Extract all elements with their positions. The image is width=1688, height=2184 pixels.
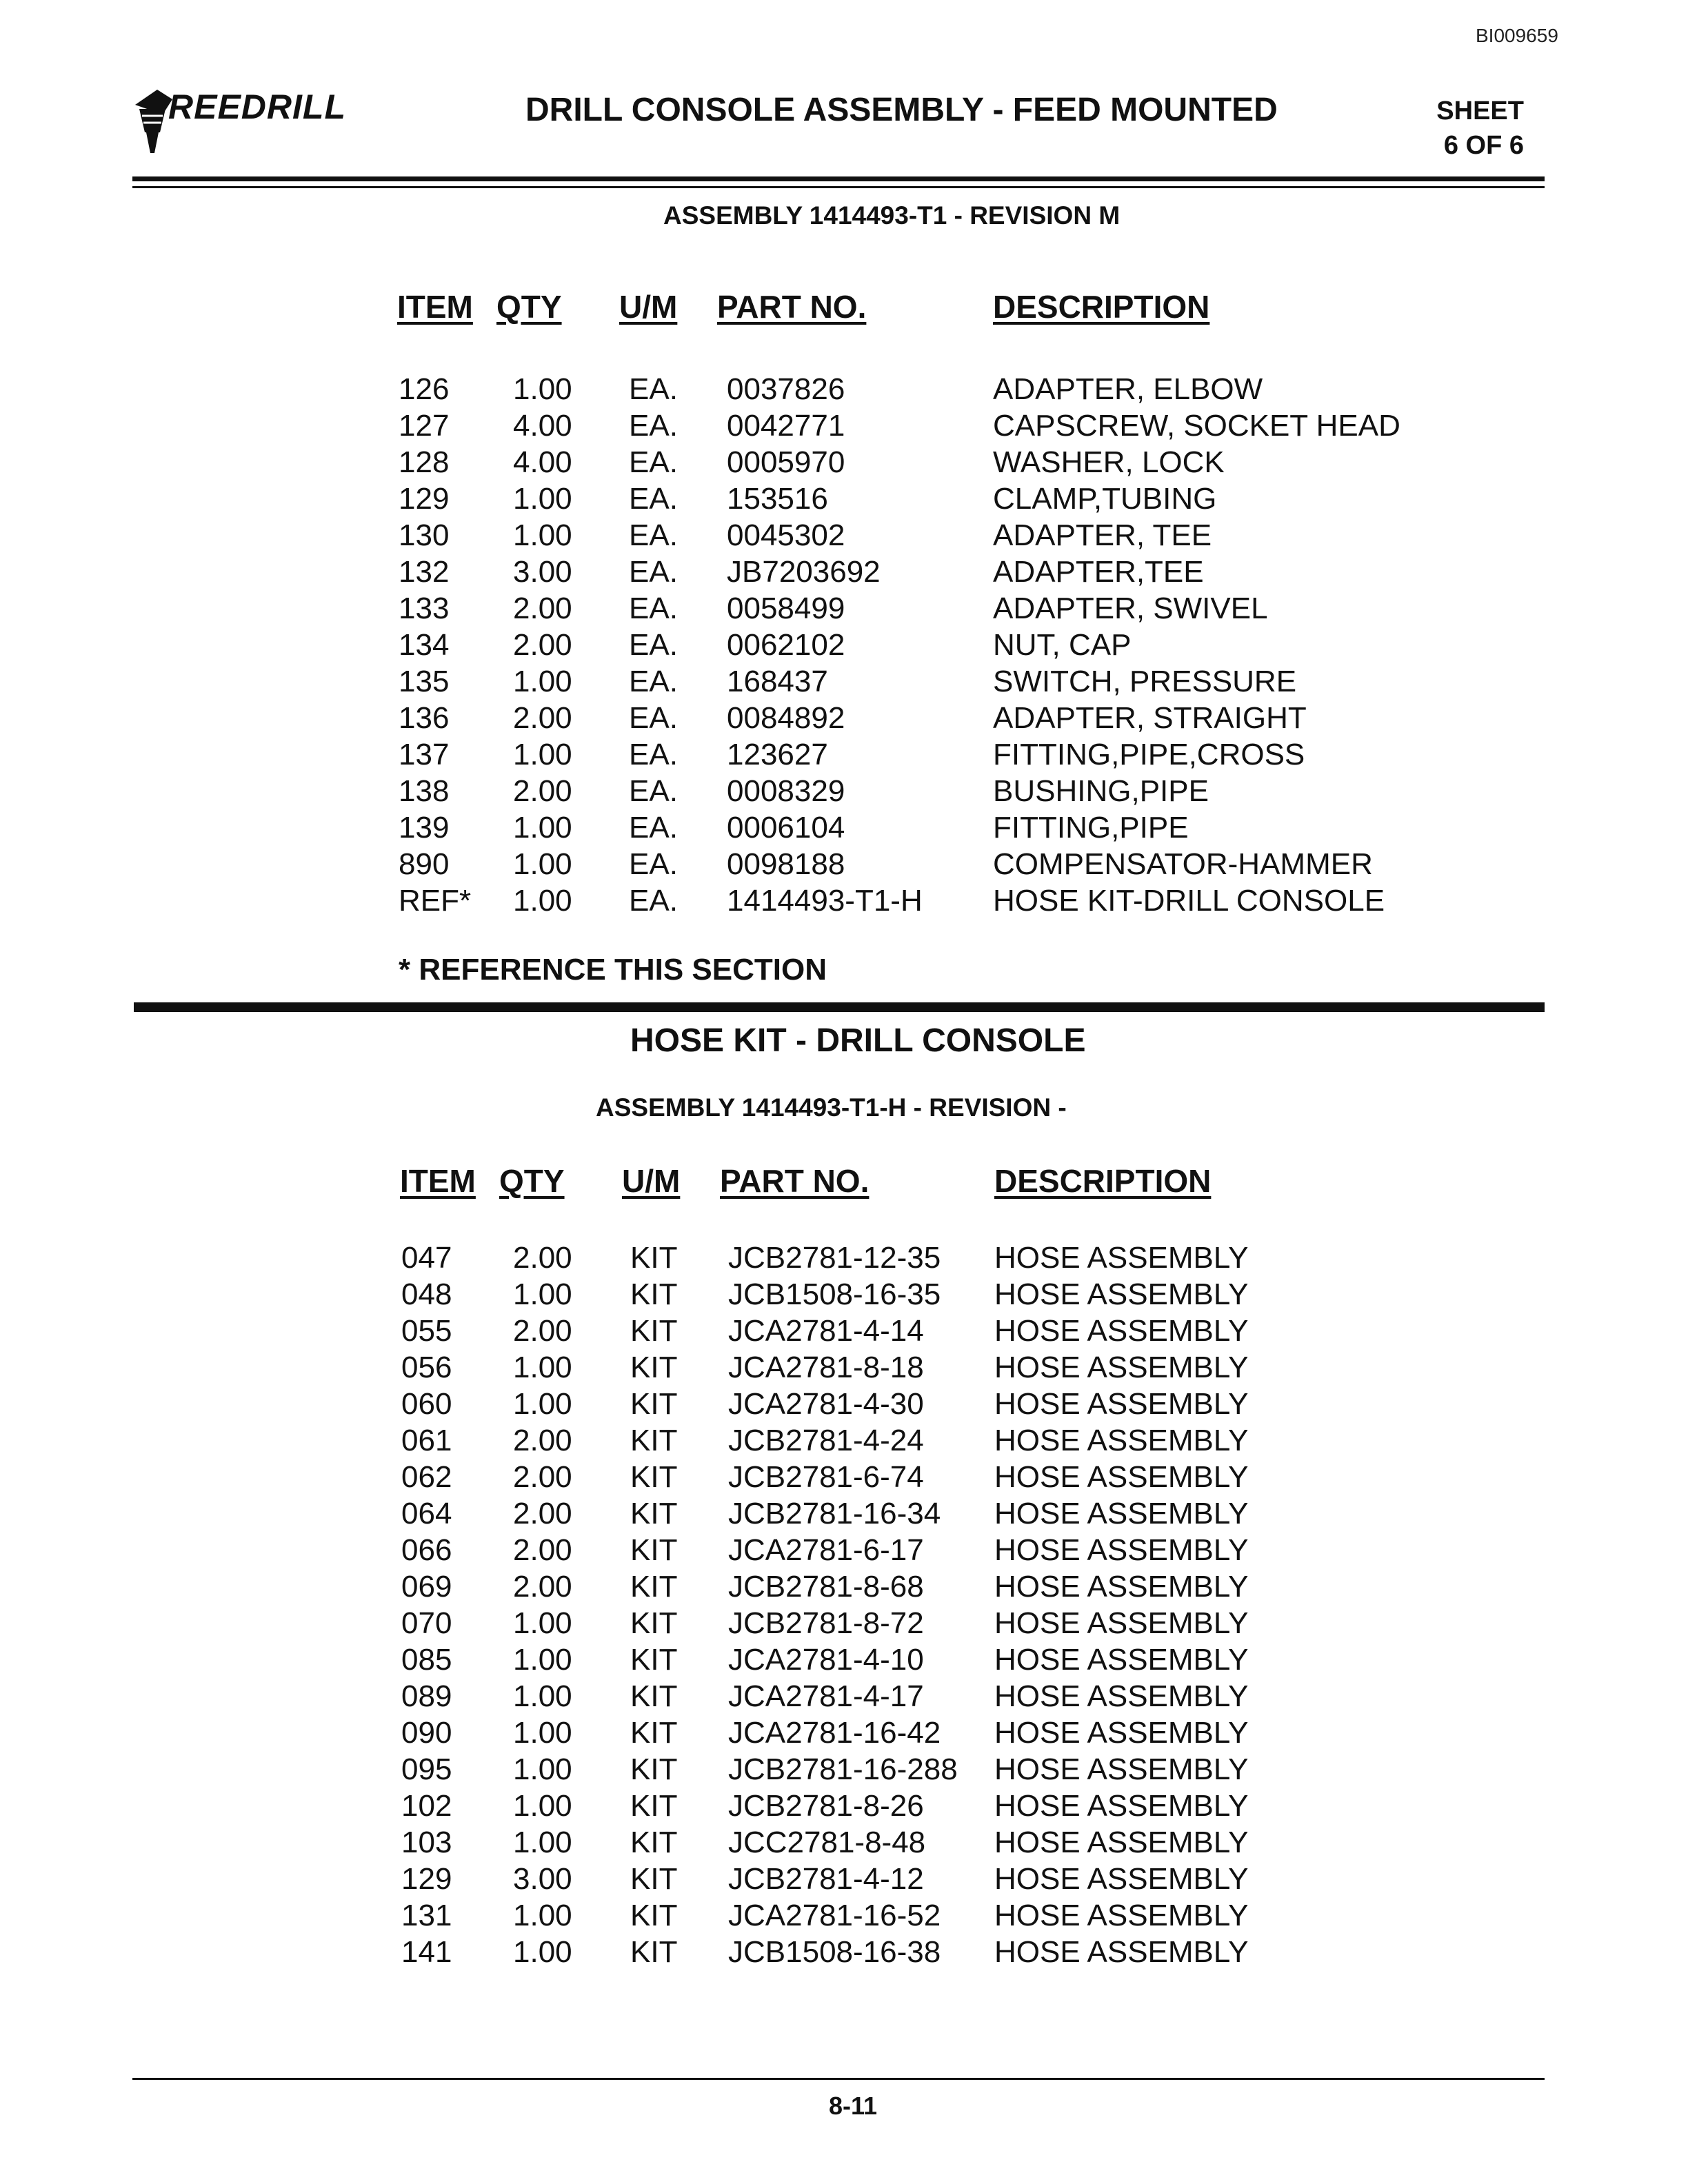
um-cell: EA. xyxy=(629,847,678,881)
qty-cell: 1.00 xyxy=(513,665,572,698)
description-cell: HOSE ASSEMBLY xyxy=(994,1424,1249,1457)
description-cell: HOSE ASSEMBLY xyxy=(994,1241,1249,1275)
item-cell: 085 xyxy=(401,1643,452,1677)
um-cell: EA. xyxy=(629,372,678,406)
description-cell: HOSE KIT-DRILL CONSOLE xyxy=(993,884,1385,918)
description-cell: HOSE ASSEMBLY xyxy=(994,1643,1249,1677)
description-cell: CAPSCREW, SOCKET HEAD xyxy=(993,409,1400,443)
um-cell: KIT xyxy=(630,1826,678,1859)
column-header-qty: QTY xyxy=(499,1163,565,1199)
table-row xyxy=(0,847,1688,884)
item-cell: 069 xyxy=(401,1570,452,1604)
description-cell: ADAPTER, SWIVEL xyxy=(993,592,1268,625)
um-cell: KIT xyxy=(630,1314,678,1348)
um-cell: EA. xyxy=(629,665,678,698)
sheet-value: 6 OF 6 xyxy=(1443,131,1524,160)
section-title: HOSE KIT - DRILL CONSOLE xyxy=(630,1022,1086,1059)
um-cell: KIT xyxy=(630,1497,678,1530)
reference-note: * REFERENCE THIS SECTION xyxy=(399,953,827,987)
page-number: 8-11 xyxy=(829,2092,878,2120)
qty-cell: 1.00 xyxy=(513,811,572,845)
item-cell: 128 xyxy=(399,445,450,479)
description-cell: HOSE ASSEMBLY xyxy=(994,1533,1249,1567)
table-row xyxy=(0,1643,1688,1679)
table-row xyxy=(0,1241,1688,1277)
um-cell: EA. xyxy=(629,811,678,845)
item-cell: 129 xyxy=(401,1862,452,1896)
item-cell: REF* xyxy=(399,884,472,918)
part-number-cell: 0062102 xyxy=(727,628,845,662)
part-number-cell: 1414493-T1-H xyxy=(727,884,923,918)
um-cell: EA. xyxy=(629,884,678,918)
qty-cell: 2.00 xyxy=(513,1314,572,1348)
item-cell: 060 xyxy=(401,1387,452,1421)
item-cell: 102 xyxy=(401,1789,452,1823)
table-row xyxy=(0,1533,1688,1570)
table-row xyxy=(0,701,1688,738)
um-cell: KIT xyxy=(630,1570,678,1604)
item-cell: 055 xyxy=(401,1314,452,1348)
part-number-cell: 0005970 xyxy=(727,445,845,479)
um-cell: EA. xyxy=(629,409,678,443)
um-cell: KIT xyxy=(630,1606,678,1640)
table-row xyxy=(0,884,1688,920)
qty-cell: 1.00 xyxy=(513,1606,572,1640)
table-row xyxy=(0,1789,1688,1826)
qty-cell: 1.00 xyxy=(513,1716,572,1750)
document-id: BI009659 xyxy=(1476,25,1558,46)
table-header xyxy=(0,288,1688,330)
description-cell: HOSE ASSEMBLY xyxy=(994,1387,1249,1421)
description-cell: HOSE ASSEMBLY xyxy=(994,1314,1249,1348)
um-cell: KIT xyxy=(630,1643,678,1677)
item-cell: 062 xyxy=(401,1460,452,1494)
um-cell: EA. xyxy=(629,738,678,771)
part-number-cell: 0042771 xyxy=(727,409,845,443)
table-row xyxy=(0,1424,1688,1460)
um-cell: KIT xyxy=(630,1387,678,1421)
qty-cell: 2.00 xyxy=(513,1424,572,1457)
reedrill-logo xyxy=(130,84,364,160)
description-cell: WASHER, LOCK xyxy=(993,445,1225,479)
table-row xyxy=(0,1899,1688,1935)
column-header-um: U/M xyxy=(622,1163,681,1199)
table-row xyxy=(0,409,1688,445)
item-cell: 130 xyxy=(399,518,450,552)
item-cell: 064 xyxy=(401,1497,452,1530)
item-cell: 136 xyxy=(399,701,450,735)
qty-cell: 1.00 xyxy=(513,847,572,881)
description-cell: HOSE ASSEMBLY xyxy=(994,1606,1249,1640)
part-number-cell: JCB1508-16-38 xyxy=(728,1935,941,1969)
qty-cell: 1.00 xyxy=(513,1387,572,1421)
qty-cell: 1.00 xyxy=(513,1679,572,1713)
table-row xyxy=(0,1314,1688,1351)
table-row xyxy=(0,1752,1688,1789)
part-number-cell: JCB2781-4-24 xyxy=(728,1424,924,1457)
table-row xyxy=(0,555,1688,592)
item-cell: 048 xyxy=(401,1277,452,1311)
table-row xyxy=(0,1277,1688,1314)
description-cell: HOSE ASSEMBLY xyxy=(994,1789,1249,1823)
part-number-cell: JCB2781-6-74 xyxy=(728,1460,924,1494)
qty-cell: 3.00 xyxy=(513,1862,572,1896)
table-row xyxy=(0,1935,1688,1972)
table-header xyxy=(0,1162,1688,1204)
description-cell: ADAPTER,TEE xyxy=(993,555,1204,589)
header-divider-thick xyxy=(132,176,1545,181)
assembly-title: ASSEMBLY 1414493-T1 - REVISION M xyxy=(663,201,1121,230)
sheet-label: SHEET xyxy=(1436,97,1524,125)
part-number-cell: 0084892 xyxy=(727,701,845,735)
table-row xyxy=(0,1351,1688,1387)
um-cell: EA. xyxy=(629,628,678,662)
table-row xyxy=(0,811,1688,847)
table-row xyxy=(0,1679,1688,1716)
item-cell: 132 xyxy=(399,555,450,589)
item-cell: 129 xyxy=(399,482,450,516)
um-cell: EA. xyxy=(629,482,678,516)
part-number-cell: JCB2781-8-72 xyxy=(728,1606,924,1640)
qty-cell: 2.00 xyxy=(513,774,572,808)
description-cell: NUT, CAP xyxy=(993,628,1132,662)
part-number-cell: 0045302 xyxy=(727,518,845,552)
description-cell: HOSE ASSEMBLY xyxy=(994,1497,1249,1530)
um-cell: EA. xyxy=(629,518,678,552)
qty-cell: 1.00 xyxy=(513,1899,572,1932)
table-row xyxy=(0,1387,1688,1424)
item-cell: 131 xyxy=(401,1899,452,1932)
description-cell: HOSE ASSEMBLY xyxy=(994,1752,1249,1786)
table-row xyxy=(0,445,1688,482)
part-number-cell: JCB2781-12-35 xyxy=(728,1241,941,1275)
part-number-cell: JCA2781-16-42 xyxy=(728,1716,941,1750)
page-title: DRILL CONSOLE ASSEMBLY - FEED MOUNTED xyxy=(525,92,1278,128)
qty-cell: 1.00 xyxy=(513,1789,572,1823)
um-cell: EA. xyxy=(629,774,678,808)
item-cell: 127 xyxy=(399,409,450,443)
table-row xyxy=(0,518,1688,555)
um-cell: KIT xyxy=(630,1533,678,1567)
description-cell: FITTING,PIPE,CROSS xyxy=(993,738,1305,771)
table-row xyxy=(0,1460,1688,1497)
description-cell: HOSE ASSEMBLY xyxy=(994,1935,1249,1969)
um-cell: KIT xyxy=(630,1351,678,1384)
part-number-cell: JCA2781-4-10 xyxy=(728,1643,924,1677)
part-number-cell: JCA2781-4-14 xyxy=(728,1314,924,1348)
table-row xyxy=(0,372,1688,409)
qty-cell: 3.00 xyxy=(513,555,572,589)
qty-cell: 1.00 xyxy=(513,1935,572,1969)
qty-cell: 1.00 xyxy=(513,1826,572,1859)
item-cell: 126 xyxy=(399,372,450,406)
description-cell: HOSE ASSEMBLY xyxy=(994,1716,1249,1750)
item-cell: 070 xyxy=(401,1606,452,1640)
table-row xyxy=(0,1716,1688,1752)
um-cell: KIT xyxy=(630,1935,678,1969)
description-cell: ADAPTER, TEE xyxy=(993,518,1212,552)
part-number-cell: JCB2781-8-26 xyxy=(728,1789,924,1823)
qty-cell: 2.00 xyxy=(513,1533,572,1567)
table-row xyxy=(0,665,1688,701)
description-cell: HOSE ASSEMBLY xyxy=(994,1899,1249,1932)
description-cell: BUSHING,PIPE xyxy=(993,774,1209,808)
qty-cell: 4.00 xyxy=(513,445,572,479)
part-number-cell: JCA2781-16-52 xyxy=(728,1899,941,1932)
description-cell: CLAMP,TUBING xyxy=(993,482,1217,516)
qty-cell: 1.00 xyxy=(513,1351,572,1384)
item-cell: 137 xyxy=(399,738,450,771)
um-cell: KIT xyxy=(630,1241,678,1275)
qty-cell: 2.00 xyxy=(513,628,572,662)
column-header-description: DESCRIPTION xyxy=(993,289,1210,325)
description-cell: COMPENSATOR-HAMMER xyxy=(993,847,1373,881)
description-cell: HOSE ASSEMBLY xyxy=(994,1826,1249,1859)
qty-cell: 1.00 xyxy=(513,1752,572,1786)
item-cell: 139 xyxy=(399,811,450,845)
hose-kit-table xyxy=(0,1241,1688,1972)
description-cell: ADAPTER, ELBOW xyxy=(993,372,1263,406)
item-cell: 138 xyxy=(399,774,450,808)
description-cell: FITTING,PIPE xyxy=(993,811,1189,845)
um-cell: KIT xyxy=(630,1460,678,1494)
um-cell: KIT xyxy=(630,1862,678,1896)
item-cell: 061 xyxy=(401,1424,452,1457)
item-cell: 056 xyxy=(401,1351,452,1384)
table-row xyxy=(0,1570,1688,1606)
table-row xyxy=(0,774,1688,811)
item-cell: 134 xyxy=(399,628,450,662)
item-cell: 095 xyxy=(401,1752,452,1786)
item-cell: 047 xyxy=(401,1241,452,1275)
um-cell: EA. xyxy=(629,555,678,589)
part-number-cell: JCA2781-4-30 xyxy=(728,1387,924,1421)
part-number-cell: JCB2781-4-12 xyxy=(728,1862,924,1896)
um-cell: KIT xyxy=(630,1752,678,1786)
table-row xyxy=(0,482,1688,518)
table-row xyxy=(0,592,1688,628)
part-number-cell: JCA2781-6-17 xyxy=(728,1533,924,1567)
description-cell: ADAPTER, STRAIGHT xyxy=(993,701,1307,735)
table-row xyxy=(0,1606,1688,1643)
header-divider-thin xyxy=(132,186,1545,188)
table-row xyxy=(0,1862,1688,1899)
section-divider xyxy=(134,1002,1545,1012)
qty-cell: 1.00 xyxy=(513,372,572,406)
item-cell: 103 xyxy=(401,1826,452,1859)
description-cell: HOSE ASSEMBLY xyxy=(994,1351,1249,1384)
qty-cell: 1.00 xyxy=(513,1277,572,1311)
um-cell: EA. xyxy=(629,701,678,735)
part-number-cell: JCB2781-16-288 xyxy=(728,1752,958,1786)
table-row xyxy=(0,1497,1688,1533)
column-header-qty: QTY xyxy=(496,289,562,325)
qty-cell: 2.00 xyxy=(513,592,572,625)
qty-cell: 1.00 xyxy=(513,518,572,552)
assembly-title: ASSEMBLY 1414493-T1-H - REVISION - xyxy=(596,1093,1067,1122)
qty-cell: 2.00 xyxy=(513,1570,572,1604)
um-cell: KIT xyxy=(630,1716,678,1750)
um-cell: EA. xyxy=(629,445,678,479)
column-header-part-no: PART NO. xyxy=(720,1163,870,1199)
part-number-cell: 0098188 xyxy=(727,847,845,881)
part-number-cell: JCB2781-8-68 xyxy=(728,1570,924,1604)
description-cell: SWITCH, PRESSURE xyxy=(993,665,1297,698)
logo-text: REEDRILL xyxy=(168,88,346,126)
part-number-cell: 0058499 xyxy=(727,592,845,625)
part-number-cell: JB7203692 xyxy=(727,555,881,589)
item-cell: 890 xyxy=(399,847,450,881)
column-header-item: ITEM xyxy=(397,289,473,325)
part-number-cell: JCB1508-16-35 xyxy=(728,1277,941,1311)
column-header-um: U/M xyxy=(619,289,678,325)
part-number-cell: 0008329 xyxy=(727,774,845,808)
qty-cell: 1.00 xyxy=(513,738,572,771)
part-number-cell: JCC2781-8-48 xyxy=(728,1826,926,1859)
item-cell: 141 xyxy=(401,1935,452,1969)
um-cell: KIT xyxy=(630,1424,678,1457)
item-cell: 089 xyxy=(401,1679,452,1713)
qty-cell: 1.00 xyxy=(513,1643,572,1677)
um-cell: KIT xyxy=(630,1899,678,1932)
um-cell: KIT xyxy=(630,1277,678,1311)
qty-cell: 2.00 xyxy=(513,1497,572,1530)
description-cell: HOSE ASSEMBLY xyxy=(994,1277,1249,1311)
qty-cell: 1.00 xyxy=(513,884,572,918)
part-number-cell: JCA2781-4-17 xyxy=(728,1679,924,1713)
column-header-description: DESCRIPTION xyxy=(994,1163,1212,1199)
description-cell: HOSE ASSEMBLY xyxy=(994,1460,1249,1494)
qty-cell: 2.00 xyxy=(513,1460,572,1494)
part-number-cell: 0037826 xyxy=(727,372,845,406)
part-number-cell: 168437 xyxy=(727,665,828,698)
sheet-indicator xyxy=(1436,94,1524,163)
um-cell: KIT xyxy=(630,1679,678,1713)
column-header-item: ITEM xyxy=(400,1163,476,1199)
qty-cell: 1.00 xyxy=(513,482,572,516)
qty-cell: 2.00 xyxy=(513,701,572,735)
table-row xyxy=(0,738,1688,774)
part-number-cell: 0006104 xyxy=(727,811,845,845)
qty-cell: 2.00 xyxy=(513,1241,572,1275)
item-cell: 066 xyxy=(401,1533,452,1567)
um-cell: EA. xyxy=(629,592,678,625)
part-number-cell: 153516 xyxy=(727,482,828,516)
description-cell: HOSE ASSEMBLY xyxy=(994,1862,1249,1896)
description-cell: HOSE ASSEMBLY xyxy=(994,1570,1249,1604)
item-cell: 135 xyxy=(399,665,450,698)
table-row xyxy=(0,628,1688,665)
part-number-cell: JCB2781-16-34 xyxy=(728,1497,941,1530)
table-row xyxy=(0,1826,1688,1862)
parts-table xyxy=(0,372,1688,920)
item-cell: 090 xyxy=(401,1716,452,1750)
um-cell: KIT xyxy=(630,1789,678,1823)
item-cell: 133 xyxy=(399,592,450,625)
qty-cell: 4.00 xyxy=(513,409,572,443)
footer-divider xyxy=(132,2078,1545,2080)
part-number-cell: 123627 xyxy=(727,738,828,771)
column-header-part-no: PART NO. xyxy=(717,289,867,325)
part-number-cell: JCA2781-8-18 xyxy=(728,1351,924,1384)
description-cell: HOSE ASSEMBLY xyxy=(994,1679,1249,1713)
